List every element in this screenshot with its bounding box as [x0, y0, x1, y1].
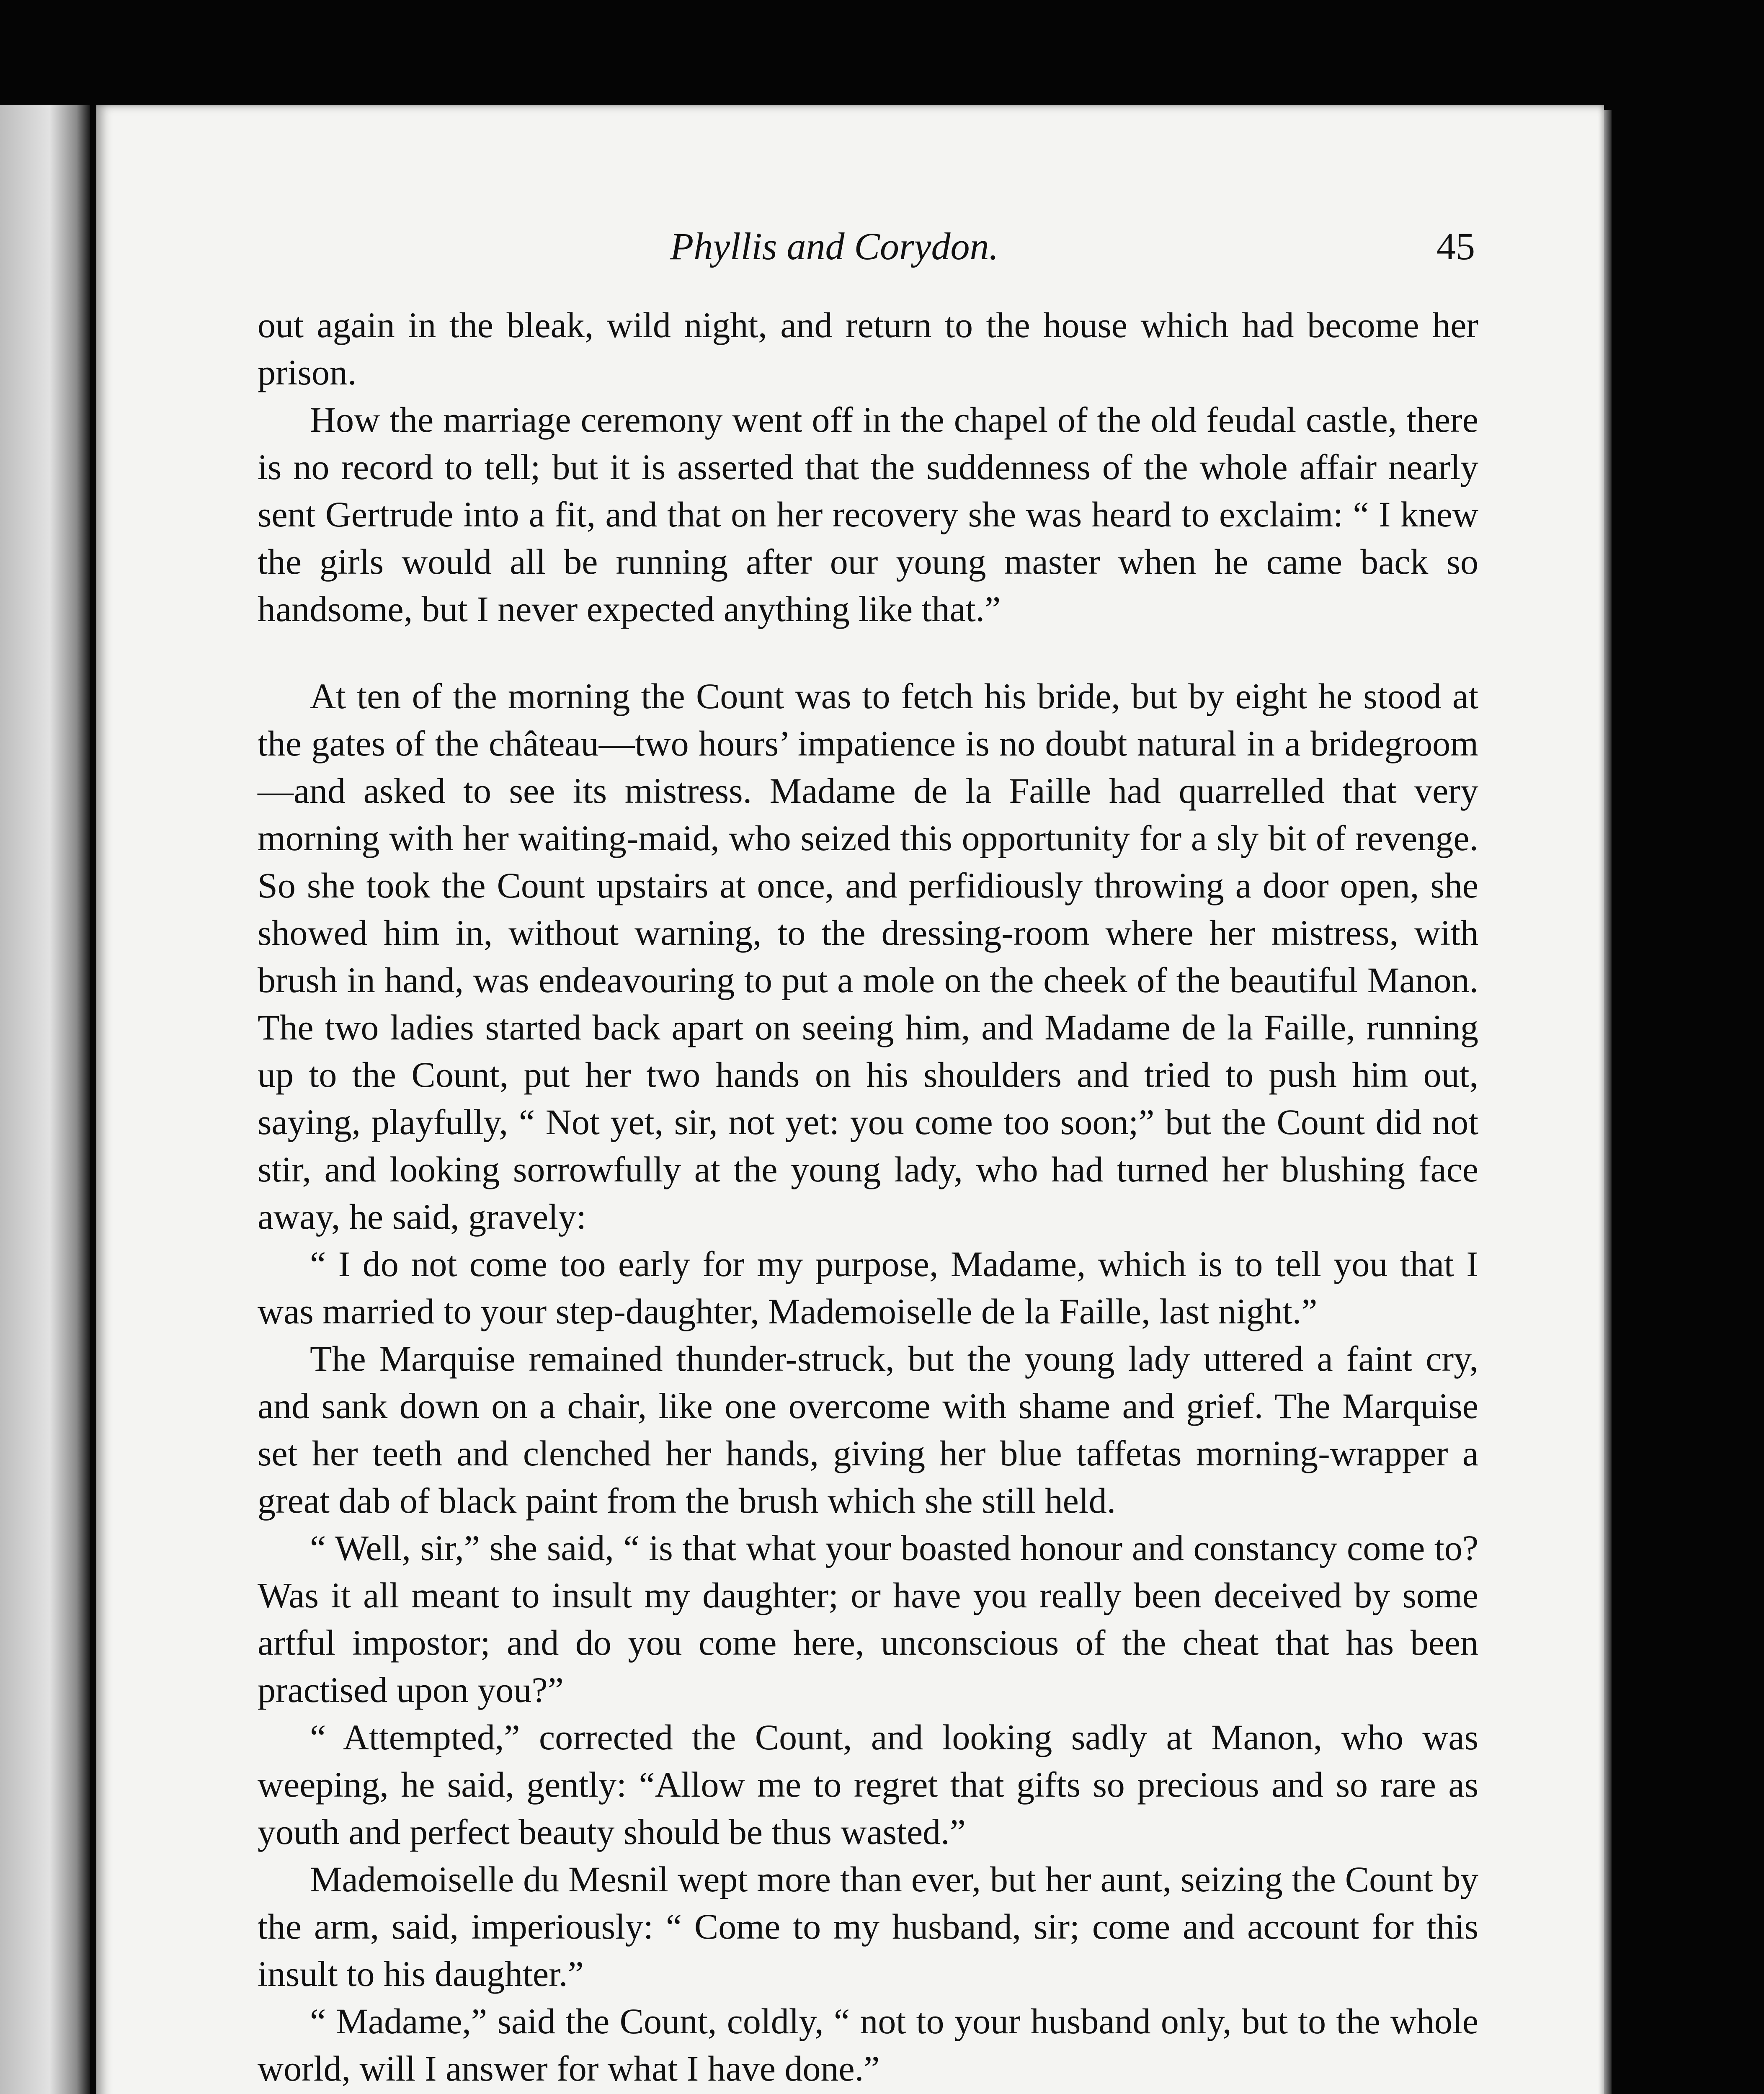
running-title: Phyllis and Corydon. [670, 225, 999, 268]
paragraph: Mademoiselle du Mesnil wept more than ever, but her aunt, seizing the Count by the arm, said, imperiously: “ Come to my husband, sir; come and account for this insult to his daughter.” [258, 1859, 1478, 1994]
page-fore-edge [1604, 110, 1612, 2094]
paragraph: The Marquise remained thunder-struck, but the young lady uttered a faint cry, and sank down on a chair, like one overcome with shame and grief. The Marquise set her teeth and clenched her hands, giving her blue taffetas morning-wrapper a great dab of black paint from the brush which she still held. [258, 1338, 1478, 1521]
paragraph: How the marriage ceremony went off in the chapel of the old feudal castle, there is no record to tell; but it is asserted that the suddenness of the whole affair nearly sent Gertrude into a fit, and that on her recovery she was heard to exclaim: “ I knew the girls would all be running after our young master when he came back so handsome, but I never expected anything like that.” [258, 400, 1478, 629]
paragraph: “ Well, sir,” she said, “ is that what your boasted honour and constancy come to? Was it all meant to insult my daughter; or have you really been deceived by some artful impostor; and do you come here, unconscious of the cheat that has been practised upon you?” [258, 1528, 1478, 1710]
paragraph: out again in the bleak, wild night, and return to the house which had become her prison. [258, 305, 1478, 392]
paragraph: “ Madame,” said the Count, coldly, “ not to your husband only, but to the whole world, will I answer for what I have done.” [258, 2001, 1478, 2089]
facing-page-edge [0, 105, 90, 2094]
body-text [258, 302, 1478, 2094]
paragraph: At ten of the morning the Count was to fetch his bride, but by eight he stood at the gates of the château—two hours’ impatience is no doubt natural in a bridegroom—and asked to see its mistress. Madame de la Faille had quarrelled that very morning with her waiting-maid, who seized this opportunity for a sly bit of revenge. So she took the Count upstairs at once, and perfidiously throwing a door open, she showed him in, without warning, to the dressing-room where her mistress, with brush in hand, was endeavouring to put a mole on the cheek of the beautiful Manon. The two ladies started back apart on seeing him, and Madame de la Faille, running up to the Count, put her two hands on his shoulders and tried to push him out, saying, playfully, “ Not yet, sir, not yet: you come too soon;” but the Count did not stir, and looking sorrowfully at the young lady, who had turned her blushing face away, he said, gravely: [258, 676, 1478, 1237]
page-number: 45 [1436, 225, 1475, 268]
paragraph: “ I do not come too early for my purpose, Madame, which is to tell you that I was married to your step-daughter, Mademoiselle de la Faille, last night.” [258, 1244, 1478, 1331]
paragraph [258, 2092, 1478, 2094]
paragraph: “ Attempted,” corrected the Count, and looking sadly at Manon, who was weeping, he said, gently: “Allow me to regret that gifts so precious and so rare as youth and perfect beauty should be thus wasted.” [258, 1717, 1478, 1852]
